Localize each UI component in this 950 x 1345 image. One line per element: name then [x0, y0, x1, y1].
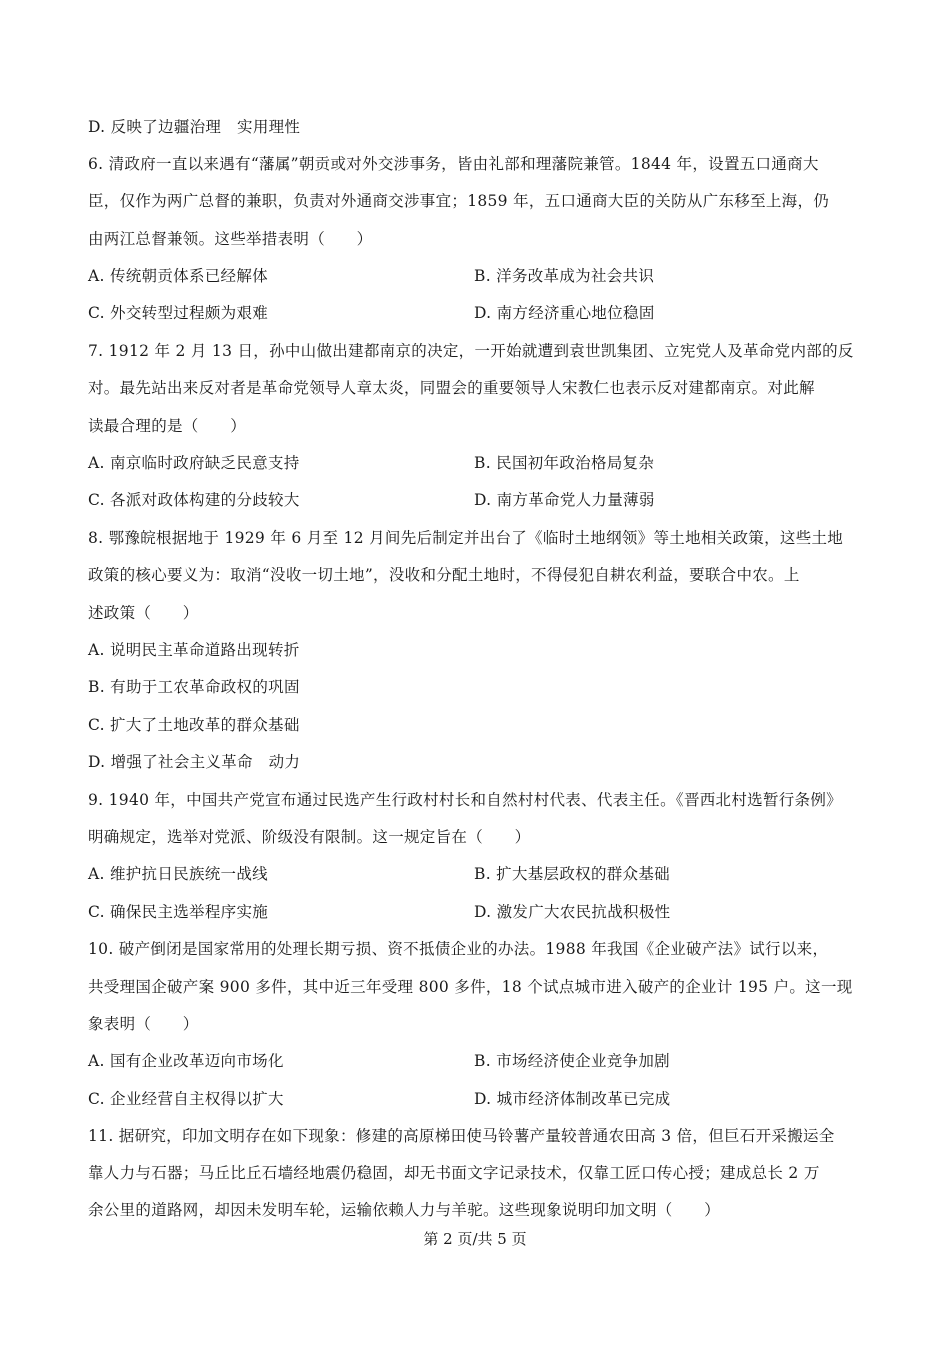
q8-option-a: A. 说明民主革命道路出现转折 — [88, 641, 300, 659]
q7-stem-line-1: 7. 1912 年 2 月 13 日，孙中山做出建都南京的决定，一开始就遭到袁世凯集团、立宪党人及革命党内部的反 — [88, 342, 854, 360]
q10-stem-line-3: 象表明（ ） — [88, 1015, 199, 1033]
q7-option-a: A. 南京临时政府缺乏民意支持 — [88, 454, 300, 472]
q11-stem-line-1: 11. 据研究，印加文明存在如下现象：修建的高原梯田使马铃薯产量较普通农田高 3 倍，但巨石开采搬运全 — [88, 1127, 835, 1145]
q7-option-c: C. 各派对政体构建的分歧较大 — [88, 491, 300, 509]
q9-option-c: C. 确保民主选举程序实施 — [88, 903, 269, 921]
q9-stem-line-1: 9. 1940 年，中国共产党宣布通过民选产生行政村村长和自然村村代表、代表主任。《晋西北村选暂行条例》 — [88, 791, 842, 809]
q8-stem-line-2: 政策的核心要义为：取消“没收一切土地”，没收和分配土地时，不得侵犯自耕农利益，要联合中农。上 — [88, 566, 800, 584]
q9-option-b: B. 扩大基层政权的群众基础 — [474, 865, 670, 883]
q7-stem-line-3: 读最合理的是（ ） — [88, 417, 247, 435]
q11-stem-line-3: 余公里的道路网，却因未发明车轮，运输依赖人力与羊驼。这些现象说明印加文明（ ） — [88, 1201, 721, 1219]
q6-option-b: B. 洋务改革成为社会共识 — [474, 267, 655, 285]
q8-option-b: B. 有助于工农革命政权的巩固 — [88, 678, 300, 696]
q6-option-a: A. 传统朝贡体系已经解体 — [88, 267, 268, 285]
q11-stem-line-2: 靠人力与石器；马丘比丘石墙经地震仍稳固，却无书面文字记录技术，仅靠工匠口传心授；建成总长 2 万 — [88, 1164, 820, 1182]
q8-stem-line-3: 述政策（ ） — [88, 604, 199, 622]
q10-option-c: C. 企业经营自主权得以扩大 — [88, 1090, 284, 1108]
q7-option-d: D. 南方革命党人力量薄弱 — [474, 491, 655, 509]
q6-stem-line-2: 臣，仅作为两广总督的兼职，负责对外通商交涉事宜；1859 年，五口通商大臣的关防从广东移至上海，仍 — [88, 192, 830, 210]
q6-option-c: C. 外交转型过程颇为艰难 — [88, 304, 269, 322]
q10-option-b: B. 市场经济使企业竞争加剧 — [474, 1052, 670, 1070]
q6-stem-line-3: 由两江总督兼领。这些举措表明（ ） — [88, 230, 373, 248]
q5-option-d: D. 反映了边疆治理 实用理性 — [88, 118, 301, 136]
q10-stem-line-1: 10. 破产倒闭是国家常用的处理长期亏损、资不抵债企业的办法。1988 年我国《企业破产法》试行以来， — [88, 940, 829, 958]
q9-option-d: D. 激发广大农民抗战积极性 — [474, 903, 671, 921]
q8-option-c: C. 扩大了土地改革的群众基础 — [88, 716, 300, 734]
q9-option-a: A. 维护抗日民族统一战线 — [88, 865, 268, 883]
q7-option-b: B. 民国初年政治格局复杂 — [474, 454, 655, 472]
q6-stem-line-1: 6. 清政府一直以来遇有“藩属”朝贡或对外交涉事务，皆由礼部和理藩院兼管。1844 年，设置五口通商大 — [88, 155, 819, 173]
q7-stem-line-2: 对。最先站出来反对者是革命党领导人章太炎，同盟会的重要领导人宋教仁也表示反对建都南京。对此解 — [88, 379, 815, 397]
q10-option-a: A. 国有企业改革迈向市场化 — [88, 1052, 284, 1070]
page-number-footer: 第 2 页/共 5 页 — [423, 1230, 527, 1248]
q8-stem-line-1: 8. 鄂豫皖根据地于 1929 年 6 月至 12 月间先后制定并出台了《临时土地纲领》等土地相关政策，这些土地 — [88, 529, 844, 547]
q10-stem-line-2: 共受理国企破产案 900 多件，其中近三年受理 800 多件，18 个试点城市进入破产的企业计 195 户。这一现 — [88, 978, 853, 996]
q8-option-d: D. 增强了社会主义革命 动力 — [88, 753, 301, 771]
q9-stem-line-2: 明确规定，选举对党派、阶级没有限制。这一规定旨在（ ） — [88, 828, 531, 846]
q6-option-d: D. 南方经济重心地位稳固 — [474, 304, 655, 322]
q10-option-d: D. 城市经济体制改革已完成 — [474, 1090, 671, 1108]
